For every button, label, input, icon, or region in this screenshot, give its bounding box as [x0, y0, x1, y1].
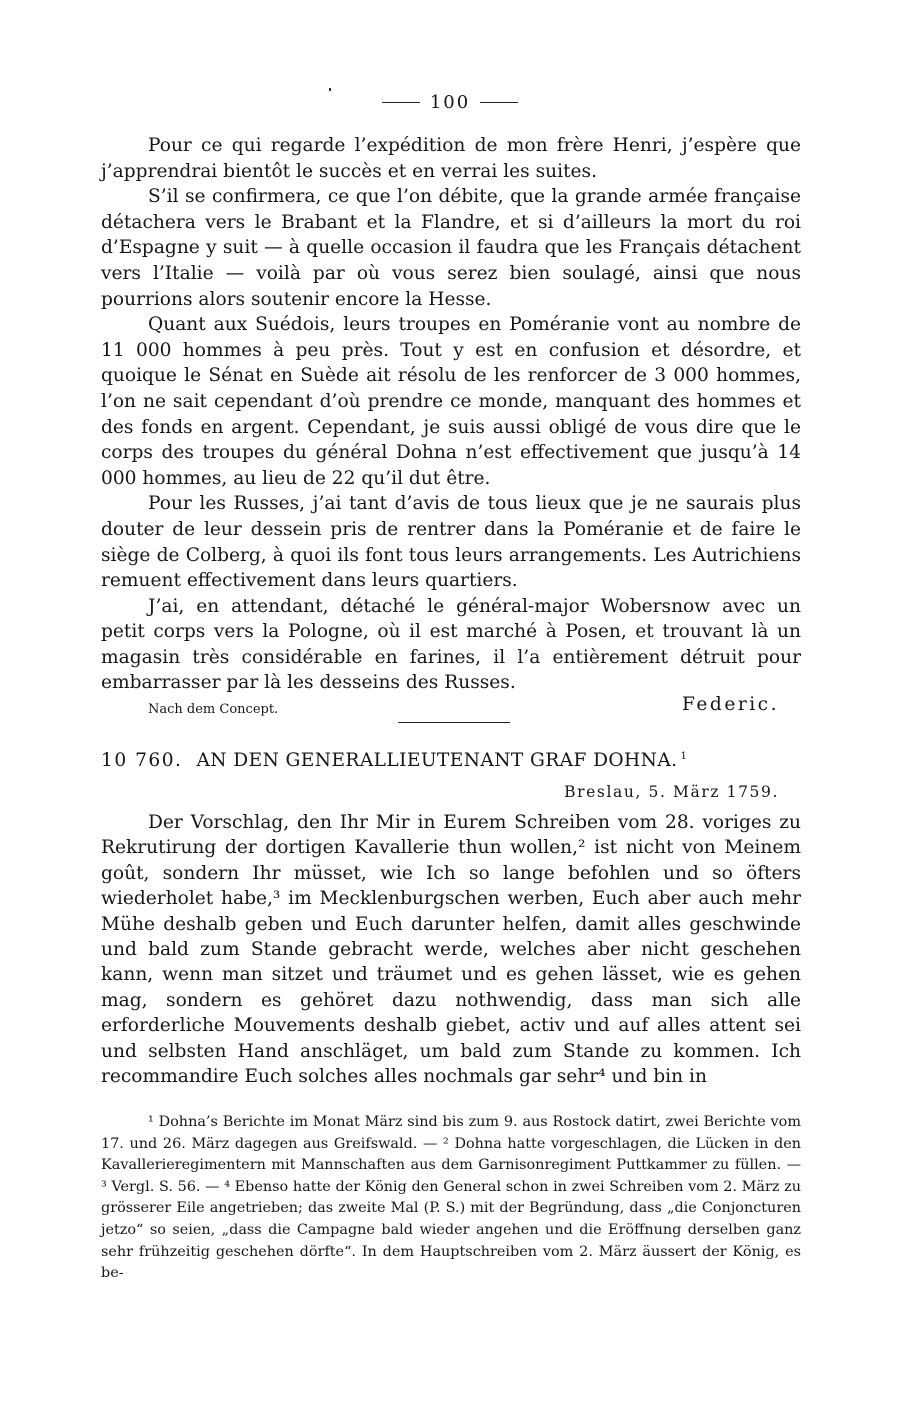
paragraph: Pour ce qui regarde l’expédition de mon frère Henri, j’espère que j’apprendrai bientôt le succès et en verrai les suites. — [101, 135, 801, 182]
dateline: Breslau, 5. März 1759. — [564, 783, 779, 801]
letter-title: AN DEN GENERALLIEUTENANT GRAF DOHNA. — [196, 750, 678, 771]
paragraph: Der Vorschlag, den Ihr Mir in Eurem Schreiben vom 28. voriges zu Rekrutirung der dortigen Kavallerie thun wollen,² ist nicht von Meinem goût, sondern Ihr müsset, wie Ich so lange befohlen und so öfters wiederholet habe,³ im Mecklenburgschen werben, Euch aber auch mehr Mühe deshalb geben und Euch darunter helfen, damit alles geschwinde und bald zum Stande gebracht werde, welches aber nicht geschehen kann, wenn man sitzet und träumet und es gehen lässet, wie es gehen mag, sondern es gehöret dazu nothwendig, dass man sich alle erforderliche Mouvements deshalb giebet, activ und auf alles attent sei und selbsten Hand anschläget, um bald zum Stande zu kommen. Ich recommandire Euch solches alles nochmals gar sehr⁴ und bin in — [101, 812, 801, 1088]
footnote-mark: 1 — [680, 751, 688, 762]
page-number: 100 — [429, 91, 471, 113]
signature: Federic. — [682, 694, 779, 715]
paragraph: S’il se confirmera, ce que l’on débite, que la grande armée française détachera vers le Brabant et la Flandre, et si d’ailleurs la mort du roi d’Espagne y suit — à quelle occasion il faudra que les Français détachent vers l’Italie — voilà par où vous serez bien soulagé, ainsi que nous pourrions alors soutenir encore la Hesse. — [101, 186, 801, 310]
header-rule-right — [480, 102, 518, 103]
paragraph: Quant aux Suédois, leurs troupes en Poméranie vont au nombre de 11 000 hommes à peu près. Tout y est en confusion et désordre, et quoique le Sénat en Suède ait résolu de les renforcer de 3 000 hommes, l’on ne sait cependant d’où prendre ce monde, manquant des hommes et des fonds en argent. Cependant, je suis aussi obligé de vous dire que le corps des troupes du général Dohna n’est effectivement que jusqu’à 14 000 hommes, au lieu de 22 qu’il dut être. — [101, 314, 801, 489]
paragraph: Pour les Russes, j’ai tant d’avis de tous lieux que je ne saurais plus douter de leur dessein pris de rentrer dans la Poméranie et de faire le siège de Colberg, à quoi ils font tous leurs arrangements. Les Autrichiens remuent effectivement dans leurs quartiers. — [101, 493, 801, 592]
footnotes — [101, 1112, 801, 1285]
source-note: Nach dem Concept. — [148, 702, 279, 717]
footnote-text: ¹ Dohna’s Berichte im Monat März sind bis zum 9. aus Rostock datirt, zwei Berichte vom 17. und 26. März dagegen aus Greifswald. — ² Dohna hatte vorgeschlagen, die Lücken in den Kavallerieregimentern mit Mannschaften aus dem Garnisonregiment Puttkammer zu füllen. — ³ Vergl. S. 56. — ⁴ Ebenso hatte der König den General schon in zwei Schreiben vom 2. März zu grösserer Eile angetrieben; das zweite Mal (P. S.) mit der Begründung, dass „die Conjoncturen jetzo“ so seien, „dass die Campagne bald wieder angehen und die Eröffnung derselben ganz sehr frühzeitig geschehen dörfte“. In dem Hauptschreiben vom 2. März äussert der König, es be- — [101, 1114, 801, 1282]
letter-body — [101, 810, 801, 1089]
previous-letter-body — [101, 133, 801, 696]
letter-number: 10 760. — [101, 750, 183, 771]
header-rule-left — [382, 102, 420, 103]
page-header — [0, 90, 900, 114]
section-divider — [398, 722, 510, 723]
paragraph: J’ai, en attendant, détaché le général-major Wobersnow avec un petit corps vers la Pologne, où il est marché à Posen, et trouvant là un magasin très considérable en farines, il l’a entièrement détruit pour embarrasser par là les desseins des Russes. — [101, 595, 801, 694]
letter-closing — [101, 694, 801, 724]
letter-heading — [101, 750, 801, 771]
